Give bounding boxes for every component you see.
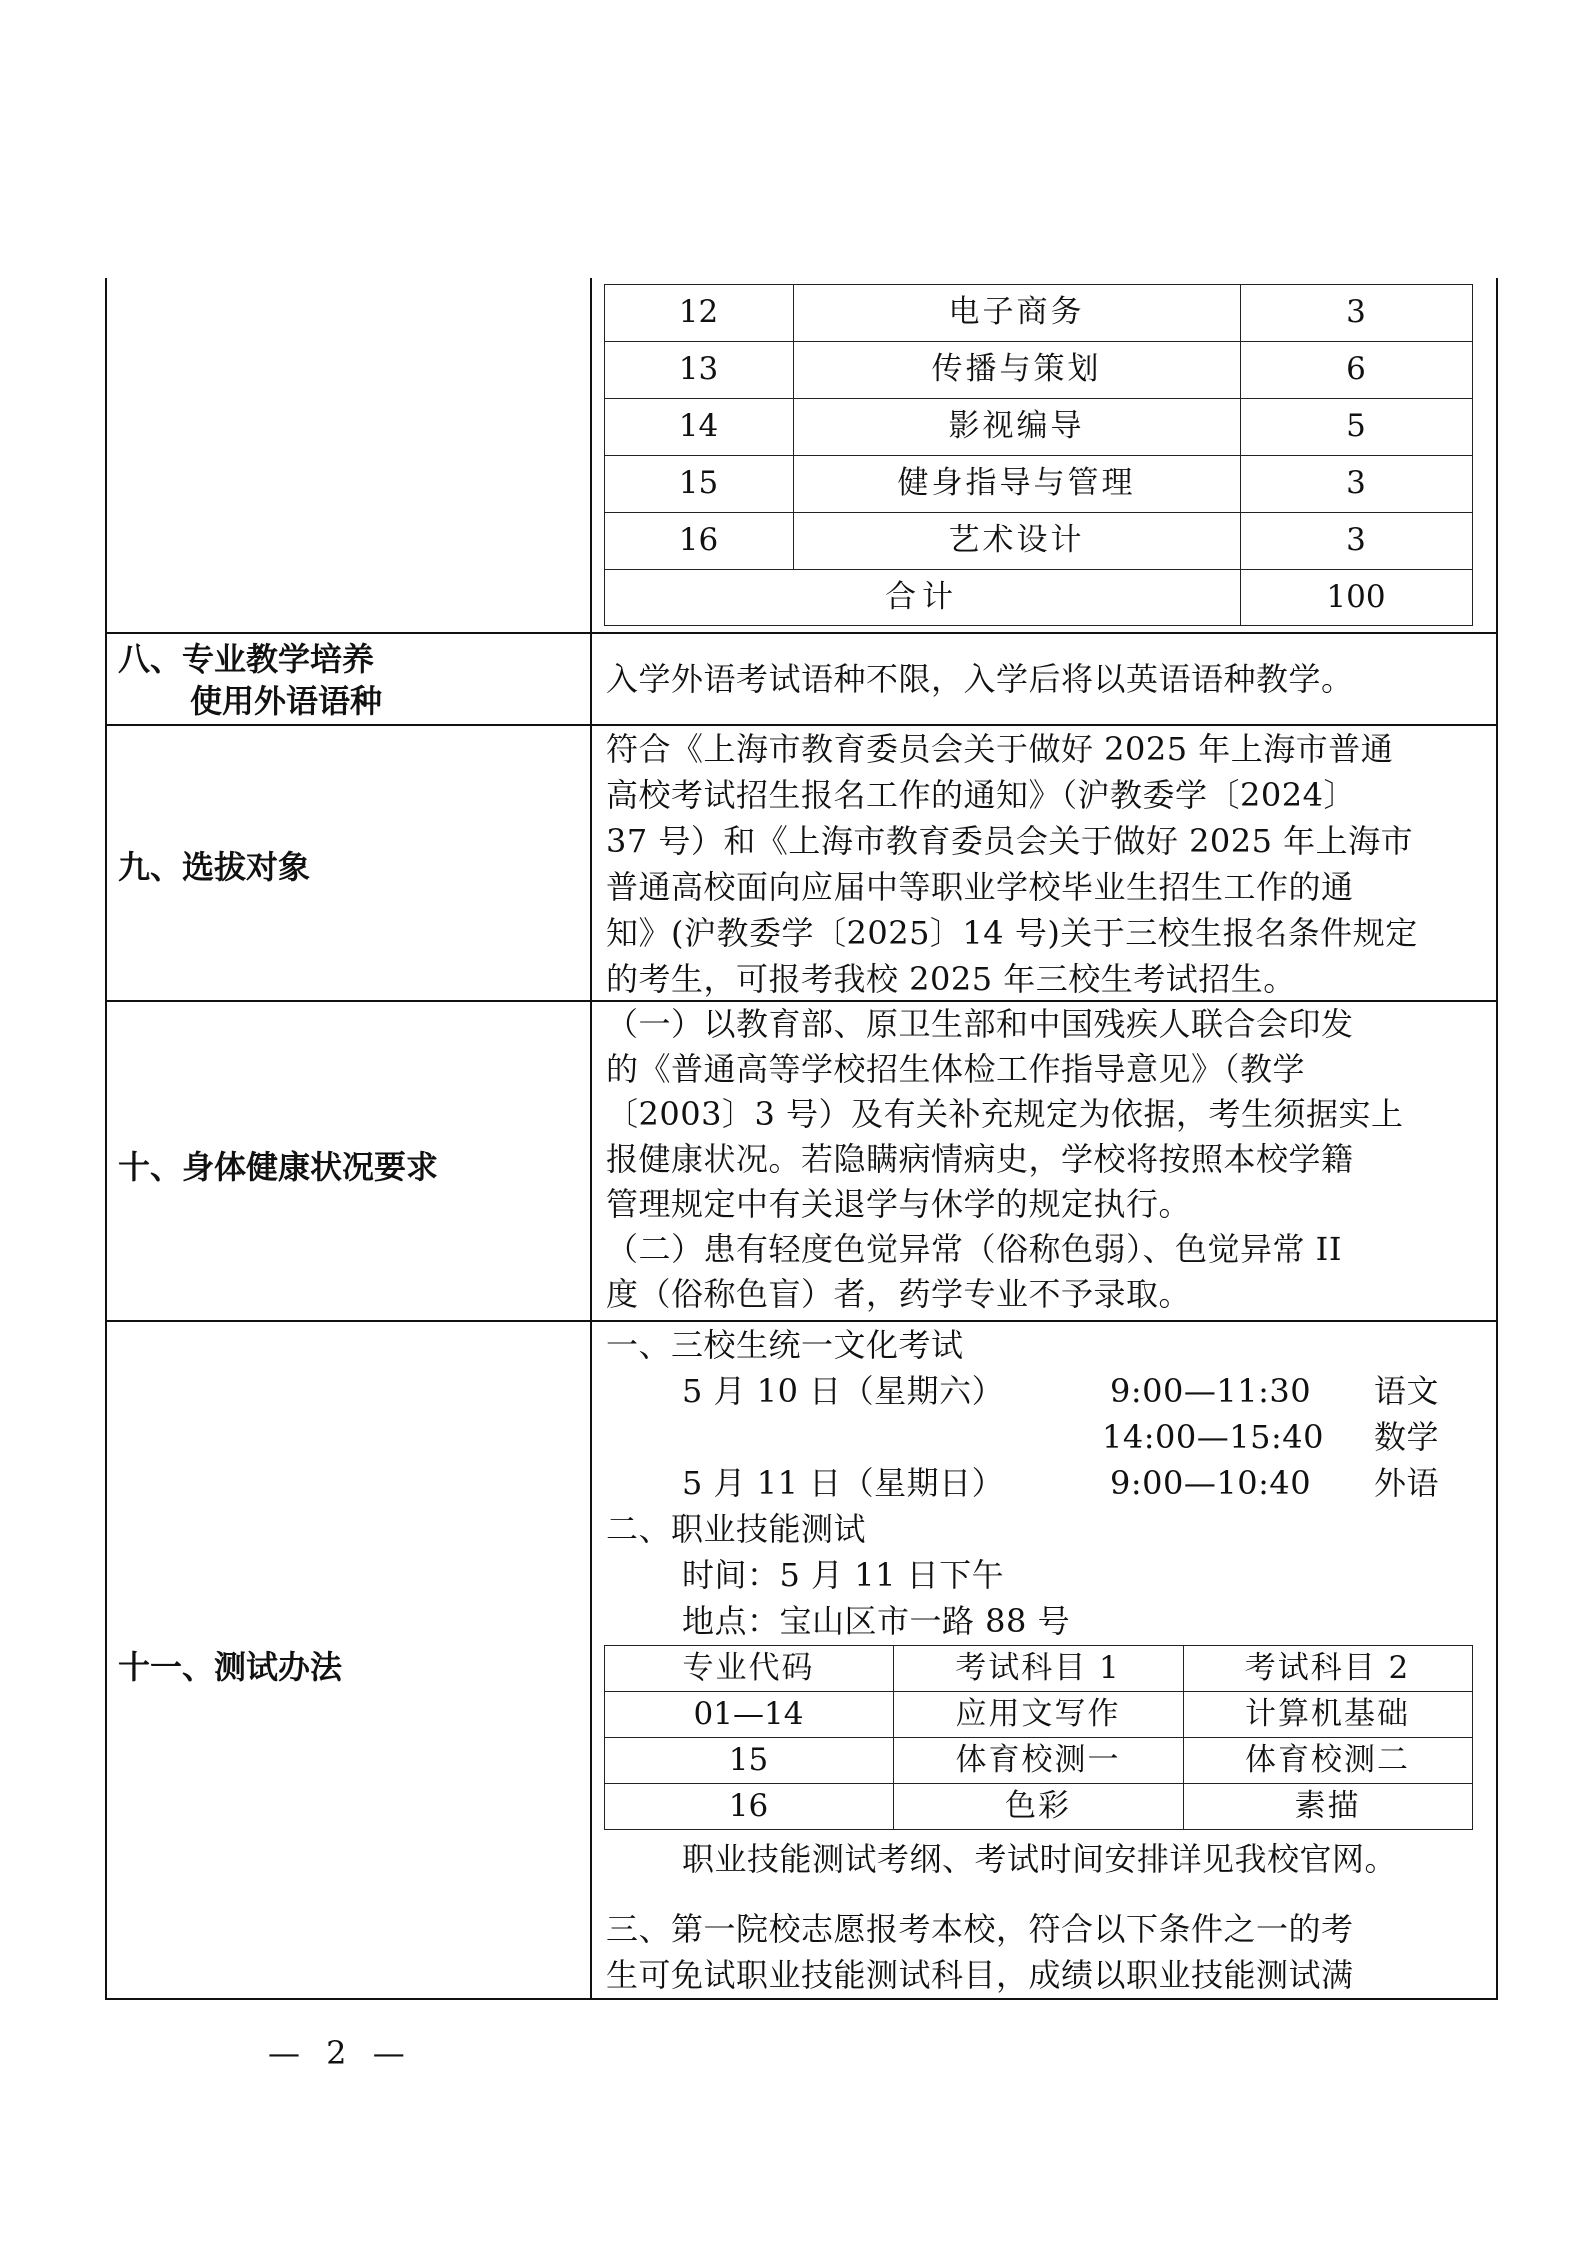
- section-9-line: 37 号）和《上海市教育委员会关于做好 2025 年上海市: [606, 822, 1414, 860]
- schedule-time: 9:00—11:30: [1110, 1372, 1312, 1410]
- skill-table-cell: 体育校测二: [1245, 1741, 1410, 1778]
- skill-table-header: 考试科目 1: [955, 1649, 1121, 1686]
- section-9-line: 高校考试招生报名工作的通知》（沪教委学〔2024〕: [606, 776, 1356, 814]
- skill-test-time: 时间：5 月 11 日下午: [682, 1556, 1005, 1594]
- section-9-label: 九、选拔对象: [118, 848, 311, 886]
- section-10-line: 度（俗称色盲）者，药学专业不予录取。: [606, 1275, 1192, 1313]
- major-row-name: 艺术设计: [948, 522, 1085, 558]
- major-row-no: 14: [678, 408, 719, 444]
- section-10-line: 〔2003〕3 号）及有关补充规定为依据，考生须据实上: [606, 1095, 1404, 1133]
- outer-left-border: [105, 278, 107, 2000]
- section-11-part3-line: 三、第一院校志愿报考本校，符合以下条件之一的考: [606, 1910, 1354, 1948]
- schedule-subject: 数学: [1374, 1418, 1440, 1456]
- outer-right-border: [1496, 278, 1498, 2000]
- skill-table-cell: 色彩: [1005, 1787, 1071, 1824]
- major-row-name: 电子商务: [948, 294, 1085, 330]
- section-11-part2-title: 二、职业技能测试: [606, 1510, 867, 1548]
- schedule-subject: 语文: [1374, 1372, 1440, 1410]
- skill-table-cell: 素描: [1294, 1787, 1361, 1824]
- outer-bottom-border: [105, 1998, 1498, 2000]
- skill-table-cell: 计算机基础: [1245, 1695, 1410, 1732]
- section-10-line: （一）以教育部、原卫生部和中国残疾人联合会印发: [606, 1005, 1354, 1043]
- section-11-label: 十一、测试办法: [118, 1648, 343, 1686]
- major-row-count: 3: [1346, 294, 1366, 330]
- schedule-time: 14:00—15:40: [1102, 1418, 1324, 1456]
- section-11-part1-title: 一、三校生统一文化考试: [606, 1326, 964, 1364]
- major-row-count: 3: [1346, 465, 1366, 501]
- major-row-name: 影视编导: [948, 408, 1085, 444]
- major-row-no: 13: [678, 351, 719, 387]
- major-row-no: 12: [678, 294, 719, 330]
- skill-table-header: 专业代码: [682, 1649, 815, 1686]
- schedule-time: 9:00—10:40: [1110, 1464, 1312, 1502]
- section-10-line: 的《普通高等学校招生体检工作指导意见》（教学: [606, 1050, 1306, 1088]
- section-10-line: 管理规定中有关退学与休学的规定执行。: [606, 1185, 1192, 1223]
- schedule-subject: 外语: [1374, 1464, 1440, 1502]
- section-10-content: [606, 1002, 1403, 1317]
- skill-table-rule: [604, 1829, 1473, 1830]
- section-9-line: 符合《上海市教育委员会关于做好 2025 年上海市普通: [606, 730, 1394, 768]
- section-8-label: [118, 638, 382, 722]
- section-9-content: [606, 726, 1418, 1002]
- section-8-content: 入学外语考试语种不限，入学后将以英语语种教学。: [606, 660, 1354, 698]
- section-10-line: 报健康状况。若隐瞒病情病史，学校将按照本校学籍: [606, 1140, 1354, 1178]
- page-number: — 2 —: [268, 2034, 413, 2072]
- section-9-line: 知》(沪教委学〔2025〕14 号)关于三校生报名条件规定: [606, 914, 1418, 952]
- skill-table-cell: 应用文写作: [955, 1695, 1121, 1732]
- skill-table-col: [1472, 1645, 1473, 1830]
- section-11-part3-line: 生可免试职业技能测试科目，成绩以职业技能测试满: [606, 1956, 1354, 1994]
- section-11-part3: [606, 1906, 1354, 1998]
- skill-table-cell: 15: [728, 1741, 769, 1778]
- skill-test-place: 地点：宝山区市一路 88 号: [682, 1602, 1071, 1640]
- section-8-label-line2: 使用外语语种: [190, 682, 383, 720]
- skill-table-cell: 体育校测一: [955, 1741, 1121, 1778]
- skill-test-note: 职业技能测试考纲、考试时间安排详见我校官网。: [682, 1840, 1398, 1878]
- major-row-no: 16: [678, 522, 719, 558]
- section-10-label: 十、身体健康状况要求: [118, 1148, 439, 1186]
- skill-table-cell: 16: [728, 1787, 769, 1824]
- major-total-label: 合计: [885, 578, 959, 615]
- skill-table-cell: 01—14: [693, 1695, 804, 1732]
- section-9-line: 的考生，可报考我校 2025 年三校生考试招生。: [606, 960, 1296, 998]
- major-row-count: 5: [1346, 408, 1366, 444]
- major-row-count: 3: [1346, 522, 1366, 558]
- schedule-date: 5 月 10 日（星期六）: [682, 1372, 1005, 1410]
- major-table-bottom: [604, 625, 1473, 626]
- schedule-date: 5 月 11 日（星期日）: [682, 1464, 1005, 1502]
- outer-middle-border: [590, 278, 592, 2000]
- section-9-line: 普通高校面向应届中等职业学校毕业生招生工作的通: [606, 868, 1354, 906]
- major-row-no: 15: [678, 465, 719, 501]
- major-row-count: 6: [1346, 351, 1366, 387]
- major-total-value: 100: [1326, 578, 1386, 615]
- section-8-label-line1: 八、专业教学培养: [118, 640, 375, 678]
- major-row-name: 健身指导与管理: [897, 465, 1136, 501]
- skill-table-header: 考试科目 2: [1244, 1649, 1411, 1686]
- major-row-name: 传播与策划: [931, 351, 1102, 387]
- row-divider-8: [105, 632, 1498, 634]
- section-10-line: （二）患有轻度色觉异常（俗称色弱）、色觉异常 II: [606, 1230, 1342, 1268]
